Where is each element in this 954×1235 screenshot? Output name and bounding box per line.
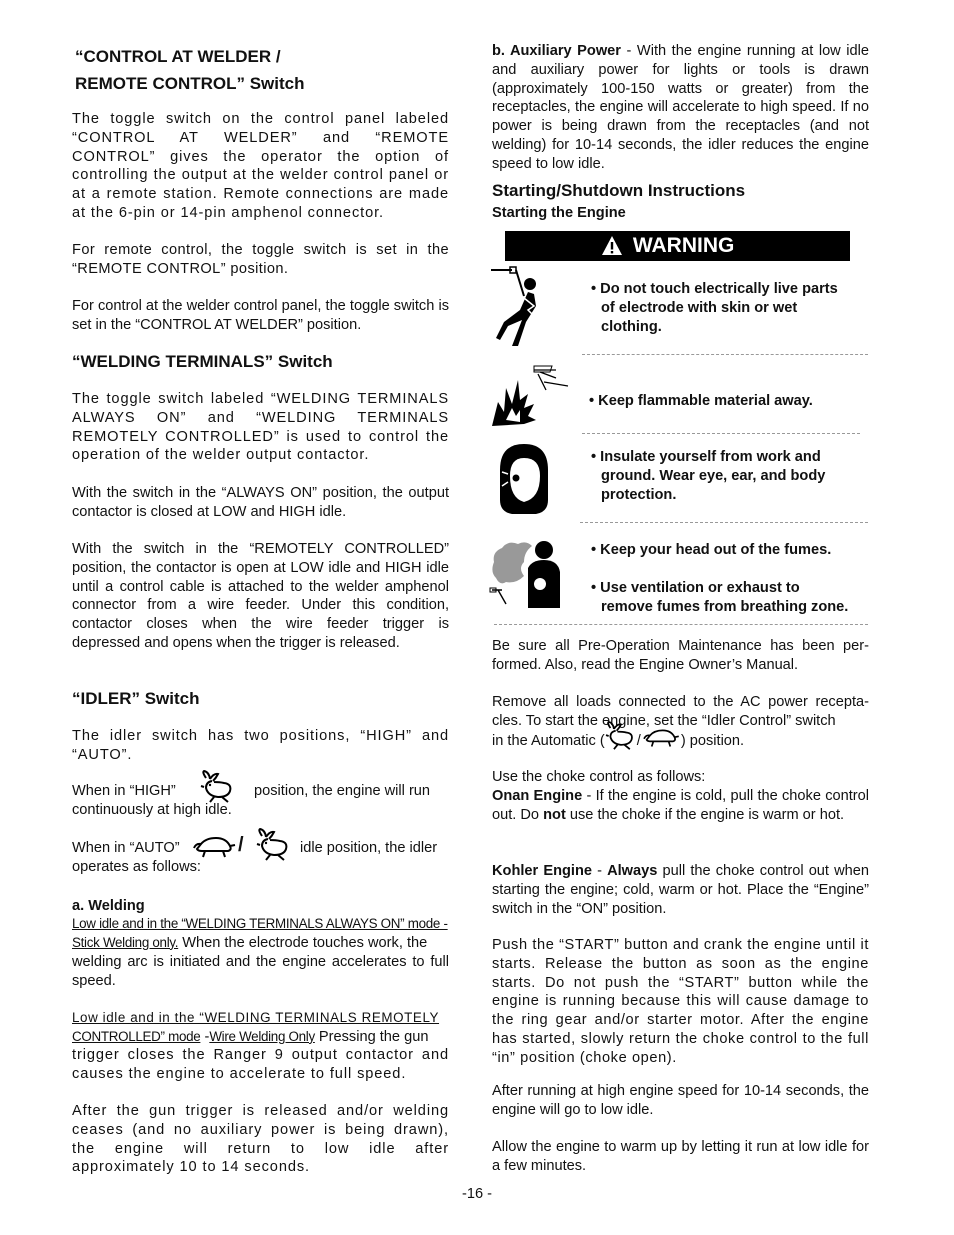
electric-shock-icon (488, 266, 550, 350)
heading-control-line2: REMOTE CONTROL” Switch (75, 74, 305, 93)
kohler-dash: - (591, 863, 608, 879)
wire-welding-mode-line2: CONTROLLED” mode (72, 1028, 201, 1044)
paragraph-auxiliary-power (492, 42, 869, 174)
automatic-text: in the Automatic ( (492, 732, 605, 749)
warning-ventilation-line1: • Use ventilation or exhaust to (591, 580, 800, 596)
auto-idle-text: idle position, the idler (300, 840, 438, 856)
auxiliary-power-label: b. Auxiliary Power (492, 43, 621, 59)
paragraph-control-intro: The toggle switch on the control panel labeled “CONTROL AT WELDER” and “REMOTE CONTROL” gives the operator the option of controlling the output at the welder control panel or at a remote station. Remote connections are made at the 6-pin or 14-pin amphenol connector. (72, 111, 449, 221)
onan-label: Onan Engine (492, 788, 583, 804)
paragraph-remotely-controlled: With the switch in the “REMOTELY CONTROLLED” position, the contactor is open at LOW idle and HIGH idle until a control cable is attached to the welder amphenol connector from a wire feeder. Under this condition, contactor closes when the wire feeder trigger is depressed and opens when the trigger is released. (72, 541, 449, 651)
divider (580, 522, 868, 523)
rabbit-icon (256, 828, 292, 862)
fumes-icon (488, 538, 568, 610)
warning-triangle-icon (601, 235, 623, 257)
paragraph-idler-positions: The idler switch has two positions, “HIGH” and “AUTO”. (72, 728, 449, 763)
warning-ventilation-text (591, 579, 848, 617)
automatic-position-text: ) position. (680, 732, 745, 749)
divider (582, 354, 868, 355)
warning-insulate-line3: protection. (601, 486, 677, 503)
paragraph-after-trigger: After the gun trigger is released and/or welding ceases (and no auxiliary power is being drawn), the engine will return to low idle after approximately 10 to 14 seconds. (72, 1103, 449, 1176)
warning-fumes-head-text: • Keep your head out of the fumes. (591, 542, 832, 558)
onan-text-b: use the choke if the engine is warm or hot. (565, 806, 845, 823)
paragraph-wire-welding (72, 1009, 449, 1047)
warning-banner (505, 231, 850, 261)
paragraph-automatic-position (492, 731, 869, 751)
fire-icon (490, 364, 570, 430)
paragraph-after-running: After running at high engine speed for 10-14 seconds, the engine will go to low idle. (492, 1083, 869, 1118)
paragraph-terminals-intro: The toggle switch labeled “WELDING TERMINALS ALWAYS ON” and “WELDING TERMINALS REMOTELY CONTROLLED” is used to control the operation of the welder output contactor. (72, 391, 449, 464)
high-continuously-text: continuously at high idle. (72, 802, 232, 818)
automatic-slash: / (636, 732, 641, 749)
paragraph-push-start: Push the “START” button and crank the engine until it starts. Release the button as soon as the engine starts. Do not push the “START” button while the engine is running because this will cause damage to the ring gear and/or starter motor. After the engine has started, slowly return the choke control to the full “in” position (choke open). (492, 937, 869, 1066)
divider (582, 433, 860, 434)
paragraph-always-on: With the switch in the “ALWAYS ON” position, the output contactor is closed at LOW and HIGH idle. (72, 485, 449, 520)
warning-electric-text (591, 280, 838, 336)
heading-welding-terminals: “WELDING TERMINALS” Switch (72, 352, 333, 371)
wire-welding-text-b: trigger closes the Ranger 9 output contactor and causes the engine to accelerate to full speed. (72, 1047, 449, 1082)
onan-text-a: - If the engine is cold, pull the choke control out. Do (492, 788, 870, 823)
rabbit-icon (200, 770, 236, 804)
heading-starting-engine: Starting the Engine (492, 205, 626, 221)
auto-slash: / (238, 834, 244, 856)
kohler-always: Always (607, 863, 658, 879)
wire-welding-mode-line1: Low idle and in the “WELDING TERMINALS REMOTELY (72, 1010, 440, 1025)
wire-welding-only: Wire Welding Only (209, 1028, 315, 1044)
paragraph-remove-loads: Remove all loads connected to the AC power recepta-cles. To start the engine, set the “Idler Control” switch (492, 694, 869, 729)
warning-electric-line1: • Do not touch electrically live parts (591, 281, 838, 297)
paragraph-stick-welding (72, 915, 449, 953)
turtle-icon (641, 727, 681, 749)
warning-ventilation-line2: remove fumes from breathing zone. (601, 598, 849, 615)
stick-welding-mode-line1: Low idle and in the “WELDING TERMINALS ALWAYS ON” mode - (72, 916, 448, 931)
warning-flammable-text: • Keep flammable material away. (589, 393, 813, 409)
auxiliary-power-text: - With the engine running at low idle and auxiliary power for lights or tools is drawn (approximately 100-150 watts or greater) from the receptacles, the engine will accelerate to high speed. If no power is being drawn from the receptacles (and not welding) for 10-14 seconds, the idler reduces the engine speed to low idle. (492, 43, 869, 172)
onan-not: not (543, 806, 566, 823)
paragraph-warm-up: Allow the engine to warm up by letting it run at low idle for a few minutes. (492, 1139, 869, 1174)
stick-welding-mode-line2: Stick Welding only. (72, 934, 179, 950)
paragraph-kohler (492, 862, 869, 918)
page-number: -16 - (461, 1186, 492, 1202)
heading-control-line1: “CONTROL AT WELDER / (75, 47, 281, 66)
paragraph-remote-control: For remote control, the toggle switch is set in the “REMOTE CONTROL” position. (72, 242, 449, 277)
warning-electric-line2: of electrode with skin or wet (601, 299, 798, 316)
auto-label: When in “AUTO” (72, 840, 180, 856)
heading-welding: a. Welding (72, 898, 145, 914)
warning-insulate-line2: ground. Wear eye, ear, and body (601, 467, 826, 484)
high-label: When in “HIGH” (72, 783, 176, 799)
turtle-icon (192, 834, 236, 860)
high-position-text: position, the engine will run (254, 783, 431, 799)
divider (494, 624, 868, 625)
wire-welding-dash: - (200, 1028, 210, 1045)
warning-insulate-line1: • Insulate yourself from work and (591, 449, 821, 465)
paragraph-control-at-welder: For control at the welder control panel, the toggle switch is set in the “CONTROL AT WELDER” position. (72, 298, 449, 333)
stick-welding-text-b: welding arc is initiated and the engine accelerates to full speed. (72, 954, 449, 989)
head-protection-icon (498, 442, 550, 516)
paragraph-maintenance: Be sure all Pre-Operation Maintenance has been per-formed. Also, read the Engine Owner’s Manual. (492, 638, 869, 673)
warning-insulate-text (591, 448, 825, 504)
paragraph-onan (492, 787, 869, 825)
kohler-text: pull the choke control out when starting the engine; cold, warm or hot. Place the “Engine” switch in the “ON” position. (492, 863, 869, 917)
stick-welding-text-a: When the electrode touches work, the (178, 934, 428, 951)
wire-welding-text-a: Pressing the gun (314, 1028, 429, 1045)
auto-operates-text: operates as follows: (72, 859, 201, 875)
warning-electric-line3: clothing. (601, 318, 662, 335)
kohler-label: Kohler Engine (492, 863, 592, 879)
heading-starting-shutdown: Starting/Shutdown Instructions (492, 181, 746, 200)
rabbit-icon (605, 721, 637, 751)
paragraph-choke: Use the choke control as follows: (492, 769, 706, 785)
heading-idler-switch: “IDLER” Switch (72, 689, 200, 708)
warning-title: WARNING (632, 234, 735, 257)
